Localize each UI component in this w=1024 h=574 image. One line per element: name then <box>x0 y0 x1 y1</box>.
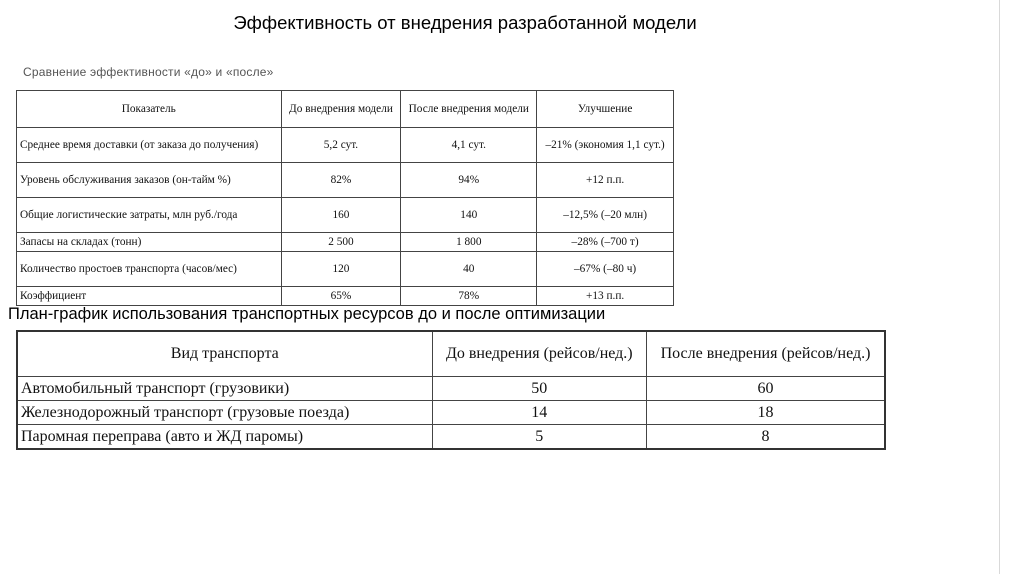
header-before: До внедрения (рейсов/нед.) <box>432 331 647 377</box>
before-cell: 5,2 сут. <box>281 128 401 163</box>
improvement-cell: –67% (–80 ч) <box>537 252 674 287</box>
slide-border-line <box>999 0 1000 574</box>
table-row <box>17 198 674 233</box>
after-cell: 8 <box>647 425 885 450</box>
after-cell: 18 <box>647 401 885 425</box>
after-cell: 1 800 <box>401 233 537 252</box>
before-cell: 120 <box>281 252 401 287</box>
table-row <box>17 252 674 287</box>
table-row <box>17 425 885 450</box>
transport-schedule-table <box>16 330 886 450</box>
transport-type-cell: Автомобильный транспорт (грузовики) <box>17 377 432 401</box>
before-cell: 2 500 <box>281 233 401 252</box>
table-row <box>17 233 674 252</box>
indicator-cell: Общие логистические затраты, млн руб./года <box>17 198 282 233</box>
improvement-cell: +12 п.п. <box>537 163 674 198</box>
transport-type-cell: Железнодорожный транспорт (грузовые поезда) <box>17 401 432 425</box>
after-cell: 40 <box>401 252 537 287</box>
table-header-row <box>17 331 885 377</box>
header-before: До внедрения модели <box>281 91 401 128</box>
after-cell: 78% <box>401 287 537 306</box>
indicator-cell: Количество простоев транспорта (часов/мес) <box>17 252 282 287</box>
header-after: После внедрения (рейсов/нед.) <box>647 331 885 377</box>
improvement-cell: +13 п.п. <box>537 287 674 306</box>
header-transport-type: Вид транспорта <box>17 331 432 377</box>
table-row <box>17 401 885 425</box>
before-cell: 65% <box>281 287 401 306</box>
before-cell: 82% <box>281 163 401 198</box>
table1-caption: Сравнение эффективности «до» и «после» <box>23 65 274 79</box>
transport-type-cell: Паромная переправа (авто и ЖД паромы) <box>17 425 432 450</box>
indicator-cell: Запасы на складах (тонн) <box>17 233 282 252</box>
indicator-cell: Уровень обслуживания заказов (он-тайм %) <box>17 163 282 198</box>
improvement-cell: –21% (экономия 1,1 сут.) <box>537 128 674 163</box>
efficiency-comparison-table <box>16 90 674 306</box>
header-indicator: Показатель <box>17 91 282 128</box>
after-cell: 140 <box>401 198 537 233</box>
table-row <box>17 128 674 163</box>
after-cell: 94% <box>401 163 537 198</box>
slide-title: Эффективность от внедрения разработанной модели <box>233 12 697 33</box>
before-cell: 5 <box>432 425 647 450</box>
table-row <box>17 377 885 401</box>
improvement-cell: –12,5% (–20 млн) <box>537 198 674 233</box>
improvement-cell: –28% (–700 т) <box>537 233 674 252</box>
header-improvement: Улучшение <box>537 91 674 128</box>
before-cell: 50 <box>432 377 647 401</box>
indicator-cell: Коэффициент <box>17 287 282 306</box>
table-row <box>17 163 674 198</box>
after-cell: 4,1 сут. <box>401 128 537 163</box>
indicator-cell: Среднее время доставки (от заказа до получения) <box>17 128 282 163</box>
before-cell: 14 <box>432 401 647 425</box>
table-header-row <box>17 91 674 128</box>
transport-schedule-title: План-график использования транспортных ресурсов до и после оптимизации <box>8 305 606 323</box>
before-cell: 160 <box>281 198 401 233</box>
header-after: После внедрения модели <box>401 91 537 128</box>
after-cell: 60 <box>647 377 885 401</box>
table-row <box>17 287 674 306</box>
